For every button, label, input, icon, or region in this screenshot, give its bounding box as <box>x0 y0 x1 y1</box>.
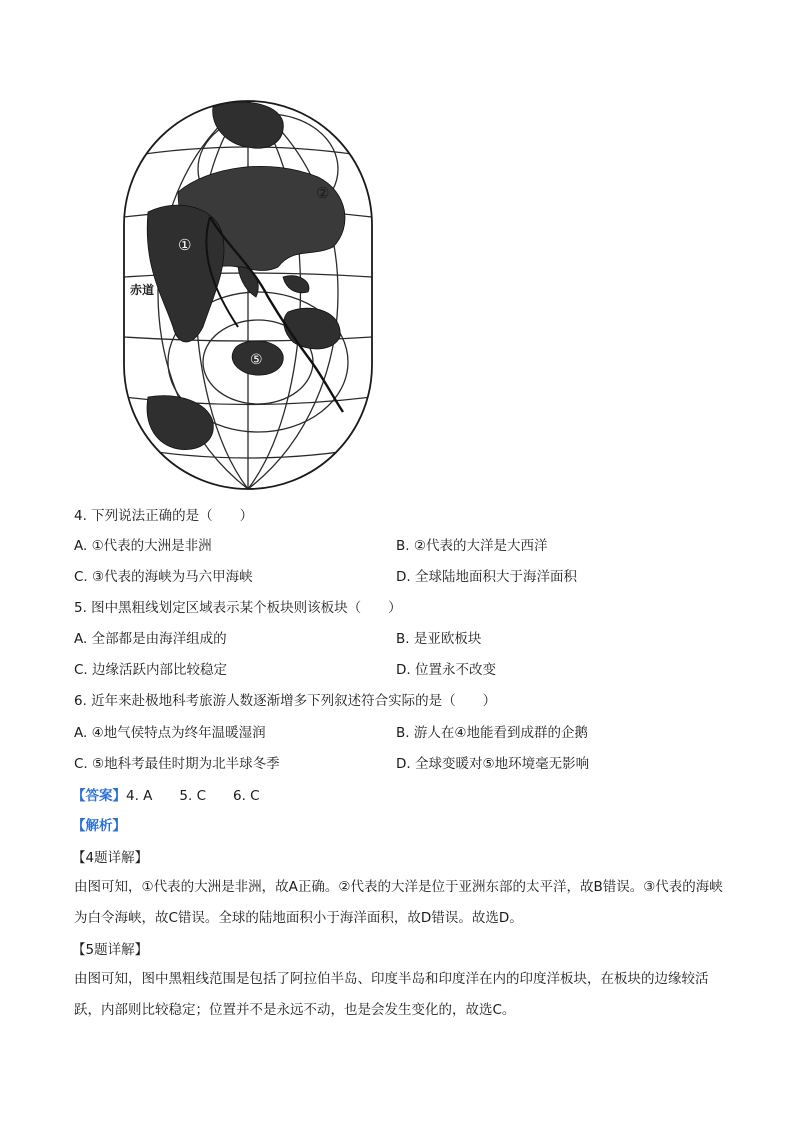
question-6-option-c: C. ⑤地科考最佳时期为北半球冬季 <box>74 756 280 772</box>
marker-5-label: ⑤ <box>250 352 263 368</box>
question-6-option-d: D. 全球变暖对⑤地环境毫无影响 <box>396 756 590 772</box>
question-4-stem: 4. 下列说法正确的是（ ） <box>74 508 254 524</box>
q5-detail-text: 由图可知，图中黑粗线范围是包括了阿拉伯半岛、印度半岛和印度洋在内的印度洋板块，在板块的边缘较活跃，内部则比较稳定；位置并不是永远不动，也是会发生变化的，故选C。 <box>74 971 709 1018</box>
question-4-option-d: D. 全球陆地面积大于海洋面积 <box>396 569 577 585</box>
question-6-option-a: A. ④地气侯特点为终年温暖湿润 <box>74 725 266 741</box>
question-5-stem: 5. 图中黑粗线划定区域表示某个板块则该板块（ ） <box>74 600 402 616</box>
equator-label: 赤道 <box>130 283 155 297</box>
q4-detail-title: 【4题详解】 <box>72 850 149 866</box>
question-5-option-d: D. 位置永不改变 <box>396 662 496 678</box>
question-6-stem: 6. 近年来赴极地科考旅游人数逐渐增多下列叙述符合实际的是（ ） <box>74 693 497 709</box>
question-6-option-b: B. 游人在④地能看到成群的企鹅 <box>396 725 588 741</box>
q5-detail-title: 【5题详解】 <box>72 942 149 958</box>
marker-2-label: ② <box>316 184 330 202</box>
answer-text: 4. A 5. C 6. C <box>126 788 260 804</box>
world-map-figure <box>118 97 378 493</box>
answer-tag: 【答案】 <box>72 788 126 804</box>
question-5-option-b: B. 是亚欧板块 <box>396 631 482 647</box>
analysis-tag: 【解析】 <box>72 818 126 834</box>
answer-line <box>72 786 260 806</box>
question-4-option-b: B. ②代表的大洋是大西洋 <box>396 538 548 554</box>
question-4-option-a: A. ①代表的大洲是非洲 <box>74 538 212 554</box>
question-5-option-c: C. 边缘活跃内部比较稳定 <box>74 662 228 678</box>
q4-detail-text: 由图可知，①代表的大洲是非洲，故A正确。②代表的大洋是位于亚洲东部的太平洋，故B错误。③代表的海峡为白令海峡，故C错误。全球的陆地面积小于海洋面积，故D错误。故选D。 <box>74 879 723 926</box>
question-4-option-c: C. ③代表的海峡为马六甲海峡 <box>74 569 253 585</box>
question-5-option-a: A. 全部都是由海洋组成的 <box>74 631 227 647</box>
marker-1-label: ① <box>178 236 192 254</box>
